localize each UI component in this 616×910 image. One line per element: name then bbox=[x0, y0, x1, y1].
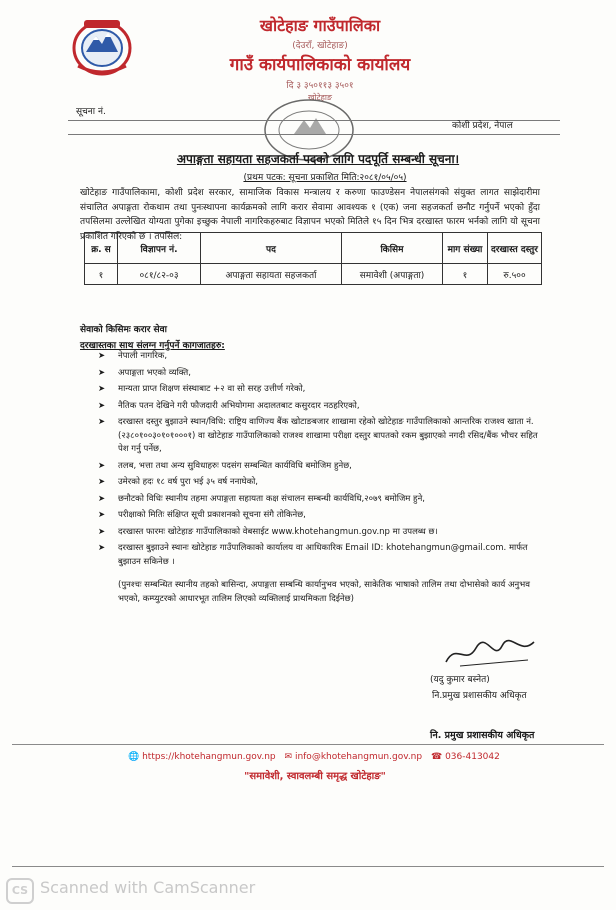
arrow-bullet-icon: ➤ bbox=[98, 384, 106, 394]
mail-icon: ✉ bbox=[284, 752, 293, 762]
list-item: ➤ नैतिक पतन देखिने गरी फौजदारी अभियोगमा अदालतबाट कसुरदार नठहरिएको, bbox=[96, 400, 546, 414]
list-item: ➤ नेपाली नागरिक, bbox=[96, 350, 546, 364]
cell-post: अपाङ्गता सहायता सहजकर्ता bbox=[201, 264, 342, 285]
office-subline: (देउराँ, खोटेहाङ) bbox=[292, 41, 348, 51]
arrow-bullet-icon: ➤ bbox=[98, 477, 106, 487]
scanner-watermark: Scanned with CamScanner bbox=[40, 878, 256, 897]
requirements-list bbox=[96, 350, 546, 572]
intro-paragraph: खोटेहाङ गाउँपालिकामा, कोशी प्रदेश सरकार, सामाजिक विकास मन्त्रालय र करुणा फाउण्डेसन नेपालसंगको संयुक्त लागत साझेदारीमा संचालित अपाङ्गता रोकथाम तथा पुनःस्थापना कार्यक्रमको लागि करार सेवामा आवश्यक १ (एक) जना सहजकर्ता छनौट गर्नुपर्ने भएकाे हुँदा तपसिलमा उल्लेखित योग्यता पुगेका इच्छुक नेपाली नागरिकहरुबाट विज्ञापन भएको मितिले १५ दिन भित्र दरखास्त फारम भर्नको लागि यो सूचना प्रकाशित गरिएको छ । तपसिल: bbox=[80, 188, 540, 242]
website-link[interactable]: https://khotehangmun.gov.np bbox=[142, 752, 276, 762]
phone-icon: ☎ bbox=[430, 752, 443, 762]
list-item: ➤ मान्यता प्राप्त शिक्षण संस्थाबाट +२ वा सो सरह उत्तीर्ण गरेको, bbox=[96, 383, 546, 397]
footer-officer-role: नि. प्रमुख प्रशासकीय अधिकृत bbox=[430, 730, 535, 741]
col-serial: क्र. स bbox=[85, 233, 118, 264]
notice-title: अपाङ्गता सहायता सहजकर्ता पदको लागि पदपूर्ति सम्बन्धी सूचना। bbox=[176, 152, 460, 166]
email-link[interactable]: info@khotehangmun.gov.np bbox=[294, 752, 423, 762]
signature-mark bbox=[440, 636, 540, 672]
notice-subtitle: (प्रथम पटक: सूचना प्रकाशित मिति:२०८१/०५/०५) bbox=[243, 173, 407, 183]
slogan: "समावेशी, स्वावलम्बी समृद्ध खोटेहाङ" bbox=[244, 771, 386, 782]
arrow-bullet-icon: ➤ bbox=[98, 460, 106, 471]
notice-number-label: सूचना नं. bbox=[76, 107, 106, 117]
list-item: ➤ दरखास्त बुझाउने स्थानः खोटेहाङ गाउँपालिकाको कार्यालय वा आधिकारिक Email ID: khotehangmun@gmail.com. मार्फत बुझाउन सकिनेछ । bbox=[98, 543, 528, 567]
camscanner-logo: CS bbox=[6, 878, 34, 904]
list-item: ➤ दरखास्त दस्तुर बुझाउने स्थान/विधि: राष्ट्रिय वाणिज्य बैंक खोटाङबजार शाखामा रहेको खोटेहाङ गाउँपालिकाको आन्तरिक राजश्व खाता नं. (२३८०१००३०१०१०००१) वा खोटेहाङ गाउँपालिकाको राजश्व शाखामा परीक्षा दस्तुर बापतको रकम बुझाएको नगदी रसिद/बैंक भौचर सहित पेश गर्नु पर्नेछ, bbox=[98, 417, 538, 454]
cell-serial: १ bbox=[85, 264, 118, 285]
table-header-row bbox=[85, 233, 542, 264]
list-item: ➤ तलब, भत्ता तथा अन्य सुविधाहरुः पदसंग सम्बन्धित कार्यविधि बमोजिम हुनेछ, bbox=[96, 460, 546, 474]
list-item: ➤ दरखास्त फारमः खोटेहाङ गाउँपालिकाको वेबसाईट www.khotehangmun.gov.np मा उपलब्ध छ। bbox=[96, 526, 546, 540]
globe-icon: 🌐 bbox=[128, 752, 140, 762]
contact-line bbox=[128, 752, 508, 762]
documents-heading: दरखास्तका साथ संलग्न गर्नुपर्ने कागजातहरु: bbox=[80, 341, 225, 351]
arrow-bullet-icon: ➤ bbox=[98, 400, 106, 411]
phone-number: 036-413042 bbox=[445, 752, 500, 762]
cell-fee: रु.५०० bbox=[488, 264, 542, 285]
list-item: ➤ छनौटको विधिः स्थानीय तहमा अपाङ्गता सहायता कक्ष संचालन सम्बन्धी कार्यविधि,२०७९ बमोजिम हुने, bbox=[96, 493, 546, 507]
arrow-bullet-icon: ➤ bbox=[98, 526, 106, 537]
service-type: सेवाको किसिमः करार सेवा bbox=[80, 325, 167, 335]
col-fee: दरखास्त दस्तुर bbox=[488, 233, 542, 264]
col-post: पद bbox=[201, 233, 342, 264]
col-ad-number: विज्ञापन नं. bbox=[118, 233, 201, 264]
arrow-bullet-icon: ➤ bbox=[98, 493, 106, 504]
province-label: कोशी प्रदेश, नेपाल bbox=[452, 121, 513, 131]
signatory-name: (यदु कुमार बस्नेत) bbox=[430, 675, 490, 685]
arrow-bullet-icon: ➤ bbox=[98, 543, 106, 553]
col-demand: माग संख्या bbox=[443, 233, 488, 264]
vacancy-table bbox=[84, 232, 542, 285]
arrow-bullet-icon: ➤ bbox=[98, 510, 106, 520]
cell-demand: १ bbox=[443, 264, 488, 285]
nepal-emblem-logo bbox=[70, 12, 134, 78]
signatory-role: नि.प्रमुख प्रशासकीय अधिकृत bbox=[432, 691, 527, 701]
arrow-bullet-icon: ➤ bbox=[98, 351, 106, 361]
office-title: गाउँ कार्यपालिकाको कार्यालय bbox=[229, 55, 411, 75]
list-item: ➤ उमेरको हदः १८ वर्ष पुरा भई ३५ वर्ष ननाघेको, bbox=[96, 476, 546, 490]
list-item: ➤ अपाङ्गता भएको व्यक्ति, bbox=[96, 367, 546, 381]
list-item: ➤ परीक्षाको मितिः संक्षिप्त सूची प्रकाशनको सूचना संगै तोकिनेछ, bbox=[96, 509, 546, 523]
office-name: खोटेहाङ गाउँपालिका bbox=[259, 16, 381, 35]
arrow-bullet-icon: ➤ bbox=[98, 367, 106, 378]
table-row bbox=[85, 264, 542, 285]
col-type: किसिम bbox=[342, 233, 443, 264]
priority-note: (पुनश्चः सम्बन्धित स्थानीय तहको बासिन्दा, अपाङ्गता सम्बन्धि कार्यानुभव भएको, साकेतिक भाषाको तालिम तथा दोभासेको कार्य अनुभव भएको, कम्प्युटरको आधारभूत तालिम लिएको व्यक्तिलाई प्राथमिकता दिईनेछ) bbox=[118, 580, 530, 604]
stamp-text: खोटेहाङ bbox=[307, 93, 333, 102]
cell-type: समावेशी (अपाङ्गता) bbox=[342, 264, 443, 285]
office-address: दि ३ ३५०११३ ३५०१ bbox=[286, 81, 354, 91]
arrow-bullet-icon: ➤ bbox=[98, 417, 106, 427]
cell-ad-number: ०८१/८२-०३ bbox=[118, 264, 201, 285]
